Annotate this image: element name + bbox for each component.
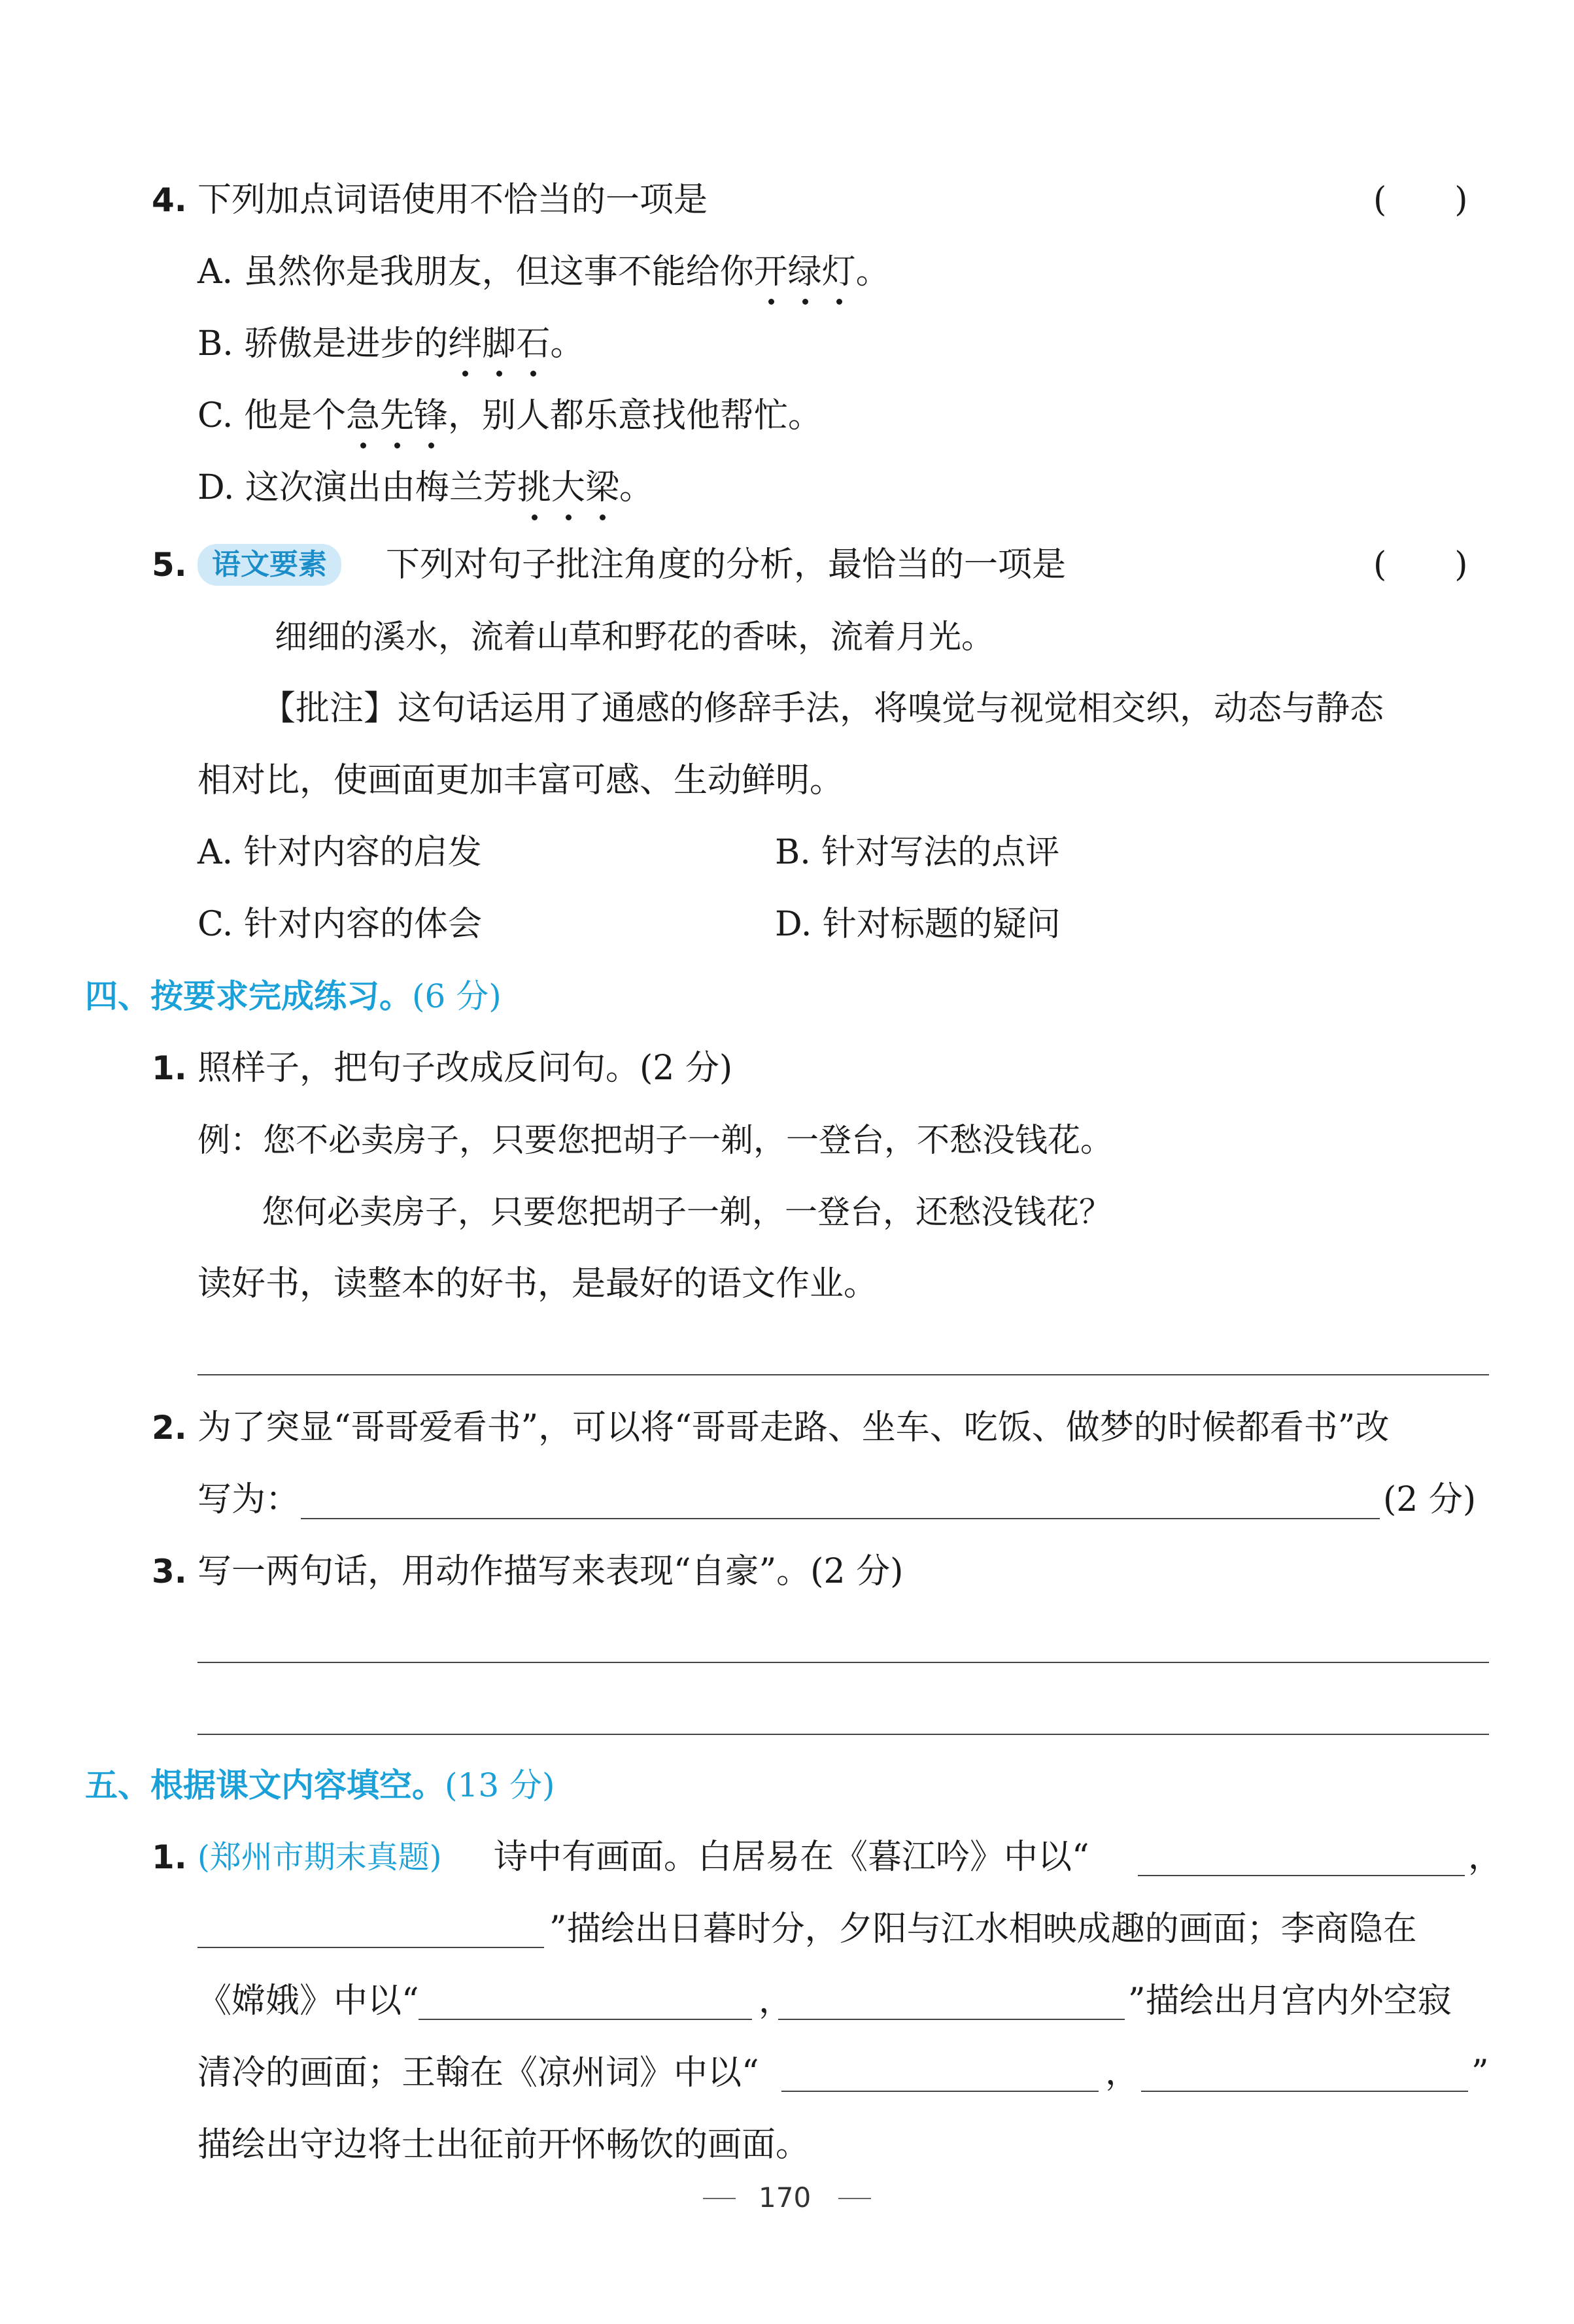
section-points: (6 分) (412, 977, 502, 1015)
section-title: 四、按要求完成练习。 (85, 977, 412, 1015)
q5-option-d[interactable]: D. 针对标题的疑问 (775, 905, 1061, 944)
s5-q1-number: 1. (152, 1838, 187, 1876)
s5-q1-line2-text: ”描绘出日暮时分，夕阳与江水相映成趣的画面；李商隐在 (549, 1910, 1417, 1949)
q4-number: 4. (152, 181, 187, 219)
q4-stem: 下列加点词语使用不恰当的一项是 (197, 180, 708, 220)
q4-option-a[interactable] (197, 248, 890, 295)
blank-3[interactable] (419, 2019, 752, 2020)
s4-q1-number: 1. (152, 1049, 187, 1087)
option-text: B. 骄傲是进步的 (197, 324, 449, 363)
s4-q3-number: 3. (152, 1553, 187, 1591)
q4-answer-paren[interactable]: ( ) (1373, 180, 1468, 220)
q5-option-c[interactable]: C. 针对内容的体会 (197, 905, 482, 944)
q5-stem: 下列对句子批注角度的分析，最恰当的一项是 (386, 545, 1067, 584)
option-text: 。 (855, 252, 890, 292)
page-number: 170 (759, 2181, 812, 2214)
s5-q1-line1-comma: ， (1468, 1838, 1503, 1877)
option-text: C. 他是个 (197, 396, 346, 435)
blank-6[interactable] (1141, 2091, 1468, 2092)
dotted-char: 灯 (822, 248, 856, 295)
s4-q1-answer-line[interactable] (197, 1374, 1489, 1375)
option-text: A. 虽然你是我朋友，但这事不能给你 (197, 252, 754, 292)
skill-badge: 语文要素 (197, 544, 341, 586)
s4-q2-line1: 为了突显“哥哥爱看书”，可以将“哥哥走路、坐车、吃饭、做梦的时候都看书”改 (197, 1408, 1390, 1447)
s4-q2-line2-label: 写为： (197, 1480, 300, 1519)
s4-q1-example2: 您何必卖房子，只要您把胡子一剃，一登台，还愁没钱花？ (262, 1193, 1112, 1231)
option-text: D. 这次演出由梅兰芳 (197, 468, 517, 507)
option-text: 。 (619, 468, 653, 507)
s5-q1-line3-c: ”描绘出月宫内外空寂 (1128, 1981, 1452, 2021)
section-points: (13 分) (445, 1766, 555, 1804)
dotted-char: 脚 (482, 320, 516, 367)
blank-4[interactable] (778, 2019, 1125, 2020)
s5-q1-line4-c: ” (1471, 2053, 1489, 2093)
section-5-heading (85, 1762, 555, 1809)
s4-q3-answer-line-2[interactable] (197, 1734, 1489, 1735)
s4-q1-task: 读好书，读整本的好书，是最好的语文作业。 (197, 1264, 878, 1304)
dotted-char: 急 (346, 392, 380, 439)
dotted-char: 开 (754, 248, 788, 295)
blank-1[interactable] (1138, 1875, 1465, 1876)
s5-q1-line3-a: 《嫦娥》中以“ (197, 1981, 419, 2021)
option-text: 。 (550, 324, 585, 363)
blank-2[interactable] (197, 1947, 544, 1948)
blank-5[interactable] (781, 2091, 1099, 2092)
q4-option-d[interactable] (197, 464, 653, 511)
dotted-char: 石 (516, 320, 550, 367)
s5-q1-line4-a: 清冷的画面；王翰在《凉州词》中以“ (197, 2053, 759, 2093)
section-4-heading (85, 973, 502, 1020)
s5-q1-source-tag: (郑州市期末真题) (197, 1839, 442, 1876)
s4-q2-answer-line[interactable] (301, 1518, 1380, 1519)
s5-q1-line3-b: ， (759, 1981, 793, 2021)
q5-answer-paren[interactable]: ( ) (1373, 545, 1468, 584)
q5-note-line2: 相对比，使画面更加丰富可感、生动鲜明。 (197, 761, 844, 800)
q5-quote: 细细的溪水，流着山草和野花的香味，流着月光。 (275, 618, 994, 656)
q5-number: 5. (152, 546, 187, 584)
dotted-char: 绊 (448, 320, 482, 367)
section-title: 五、根据课文内容填空。 (85, 1766, 445, 1804)
s5-q1-line5: 描绘出守边将士出征前开怀畅饮的画面。 (197, 2125, 810, 2164)
s4-q1-example1: 例：您不必卖房子，只要您把胡子一剃，一登台，不愁没钱花。 (197, 1121, 1113, 1159)
dotted-char: 大 (551, 464, 585, 511)
dotted-char: 先 (380, 392, 414, 439)
s4-q3-text: 写一两句话，用动作描写来表现“自豪”。(2 分) (197, 1552, 904, 1591)
q5-option-a[interactable]: A. 针对内容的启发 (197, 833, 482, 872)
s5-q1-line4-b: ， (1105, 2053, 1140, 2093)
dotted-char: 锋 (414, 392, 448, 439)
q4-option-c[interactable] (197, 392, 822, 439)
page-number-dash-left (703, 2198, 736, 2199)
q5-note-line1: 【批注】这句话运用了通感的修辞手法，将嗅觉与视觉相交织，动态与静态 (262, 689, 1384, 728)
s4-q2-number: 2. (152, 1409, 187, 1447)
q5-option-b[interactable]: B. 针对写法的点评 (775, 833, 1060, 872)
option-text: ，别人都乐意找他帮忙。 (448, 396, 823, 435)
dotted-char: 绿 (788, 248, 822, 295)
q4-option-b[interactable] (197, 320, 584, 367)
s4-q1-text: 照样子，把句子改成反问句。(2 分) (197, 1049, 733, 1088)
dotted-char: 挑 (517, 464, 551, 511)
page-number-dash-right (838, 2198, 871, 2199)
s4-q2-points: (2 分) (1383, 1480, 1477, 1519)
s4-q3-answer-line-1[interactable] (197, 1662, 1489, 1663)
s5-q1-line1-text: 诗中有画面。白居易在《暮江吟》中以“ (494, 1838, 1089, 1877)
dotted-char: 梁 (585, 464, 619, 511)
